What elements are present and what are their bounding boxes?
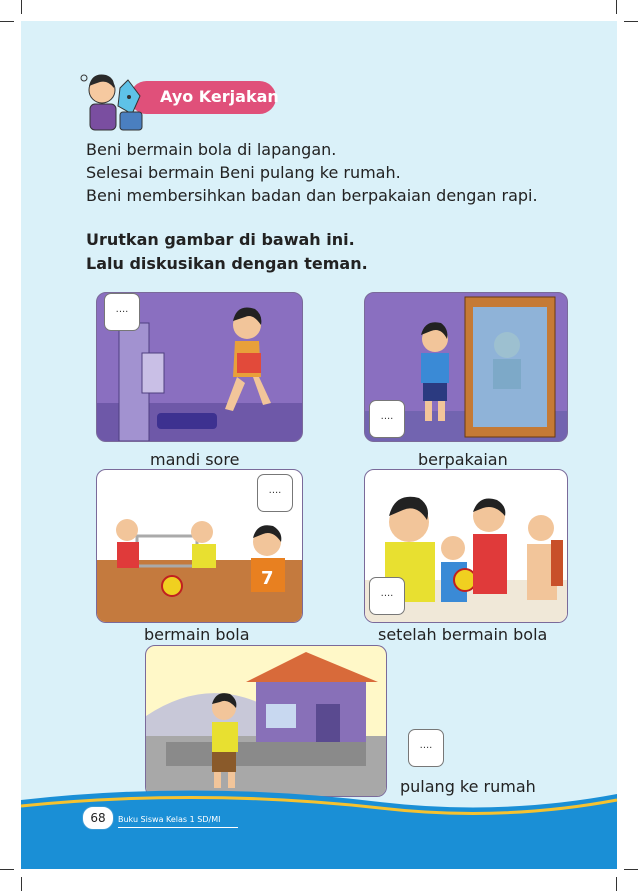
mascot-illustration: [80, 66, 150, 134]
instruction-line: Lalu diskusikan dengan teman.: [86, 254, 368, 273]
crop-mark: [0, 21, 14, 22]
story-line: Selesai bermain Beni pulang ke rumah.: [86, 163, 401, 182]
going-home-scene: [146, 646, 386, 796]
picture-caption: pulang ke rumah: [400, 777, 536, 796]
crop-mark: [624, 21, 638, 22]
order-number-box[interactable]: ....: [408, 729, 444, 767]
order-number-box[interactable]: ....: [104, 293, 140, 331]
story-line: Beni membersihkan badan dan berpakaian dengan rapi.: [86, 186, 538, 205]
order-number-box[interactable]: ....: [369, 400, 405, 438]
picture-caption: bermain bola: [144, 625, 250, 644]
heading-label: Ayo Kerjakan: [160, 87, 279, 106]
picture-caption: setelah bermain bola: [378, 625, 548, 644]
crop-mark: [21, 0, 22, 14]
footer-wave: [0, 780, 638, 891]
page-number: 68: [82, 806, 114, 830]
picture-caption: mandi sore: [150, 450, 240, 469]
instruction-line: Urutkan gambar di bawah ini.: [86, 230, 355, 249]
story-line: Beni bermain bola di lapangan.: [86, 140, 337, 159]
footer-divider: [118, 827, 238, 828]
order-number-box[interactable]: ....: [369, 577, 405, 615]
crop-mark: [616, 0, 617, 14]
picture-pulang-ke-rumah: [145, 645, 387, 797]
svg-text:7: 7: [261, 568, 274, 589]
order-number-box[interactable]: ....: [257, 474, 293, 512]
picture-caption: berpakaian: [418, 450, 508, 469]
book-title: Buku Siswa Kelas 1 SD/MI: [118, 815, 221, 824]
